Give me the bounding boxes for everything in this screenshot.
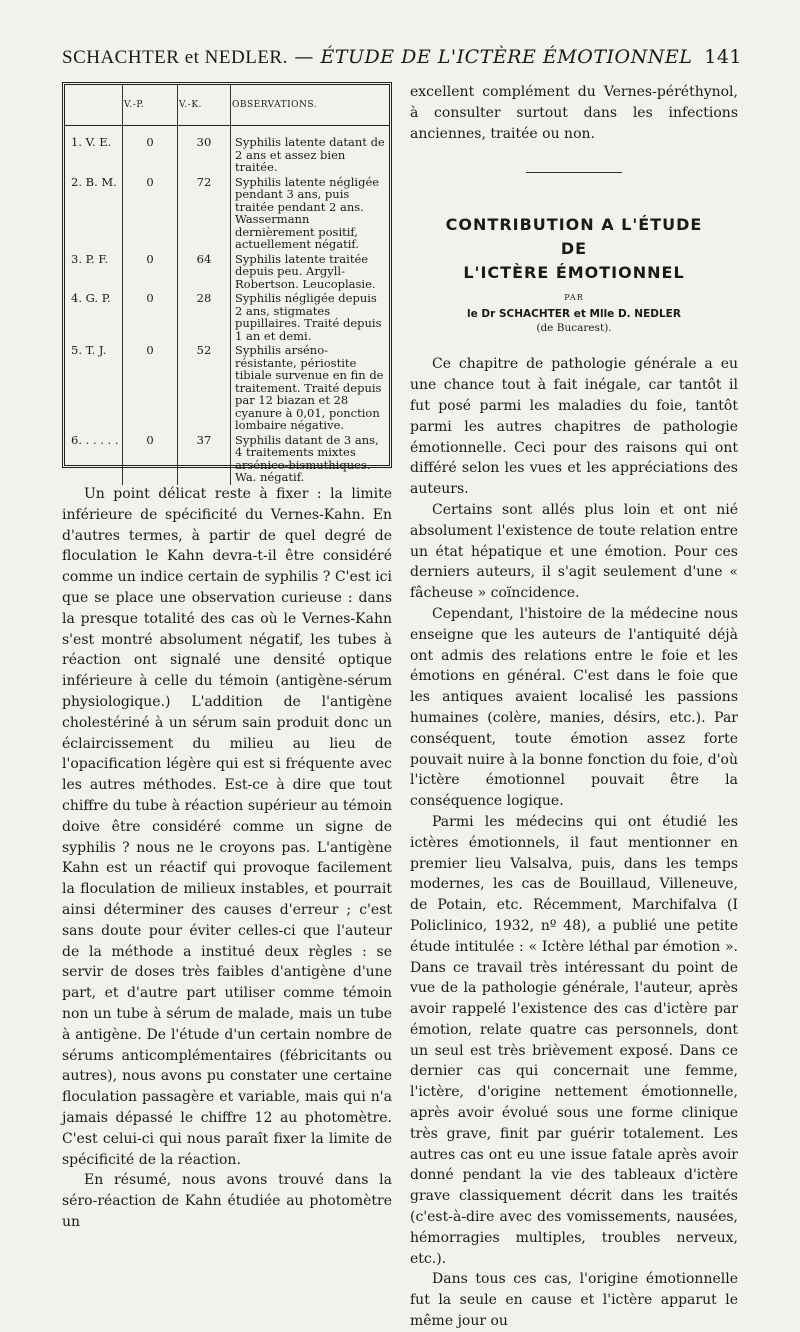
body-paragraph: Ce chapitre de pathologie générale a eu une chance tout à fait inégale, car tantôt il fut posé parmi les maladies du foie, tantôt parmi les autres chapitres de pathologie émotionnelle. Ceci pour des raisons qui ont différé selon les vues et les appréciations des auteurs. <box>410 356 738 498</box>
table-row <box>65 126 389 175</box>
section-divider <box>526 172 622 173</box>
table-header-observations: OBSERVATIONS. <box>231 85 390 126</box>
body-paragraph: En résumé, nous avons trouvé dans la séro-réaction de Kahn étudiée au photomètre un <box>62 1172 392 1230</box>
row-observation: Syphilis latente traitée depuis peu. Argyll-Robertson. Leucoplasie. <box>231 252 390 292</box>
row-vk: 37 <box>178 433 231 485</box>
body-paragraph: Dans tous ces cas, l'origine émotionnelle fut la seule en cause et l'ictère apparut le même jour ou <box>410 1271 738 1330</box>
row-observation: Syphilis latente datant de 2 ans et assez bien traitée. <box>231 126 390 175</box>
right-column <box>410 82 738 1332</box>
article-title-line: DE <box>560 239 588 259</box>
row-vk: 64 <box>178 252 231 292</box>
body-paragraph: excellent complément du Vernes-péréthynol, à consulter surtout dans les infections anciennes, traitée ou non. <box>410 84 738 142</box>
row-id: 4. G. P. <box>71 291 111 305</box>
article-title <box>410 213 738 285</box>
row-vp: 0 <box>123 291 178 343</box>
body-paragraph: Certains sont allés plus loin et ont nié absolument l'existence de toute relation entre un état hépatique et une émotion. Pour ces derniers auteurs, il s'agit seulement d'une « fâcheuse » coïncidence. <box>410 501 738 602</box>
header-title: ÉTUDE DE L'ICTÈRE ÉMOTIONNEL <box>320 46 693 68</box>
running-header <box>62 46 742 69</box>
row-vp: 0 <box>123 175 178 252</box>
article-affiliation: (de Bucarest). <box>536 322 612 335</box>
row-id: 6. . . . . . <box>71 432 119 447</box>
table-row <box>65 343 389 433</box>
row-vk: 52 <box>178 343 231 433</box>
row-vp: 0 <box>123 252 178 292</box>
article-title-line: L'ICTÈRE ÉMOTIONNEL <box>463 263 685 283</box>
row-id: 5. T. J. <box>71 343 107 357</box>
row-vk: 30 <box>178 126 231 175</box>
row-id: 2. B. M. <box>71 174 117 189</box>
row-vp: 0 <box>123 126 178 175</box>
table-header-vp: V.-P. <box>123 85 178 126</box>
par-label: PAR <box>564 293 584 303</box>
row-id: 1. V. E. <box>71 135 112 149</box>
body-paragraph: Un point délicat reste à fixer : la limite inférieure de spécificité du Vernes-Kahn. En d'autres termes, à partir de quel degré de floculation le Kahn devra-t-il être considéré comme un indice certain de syphilis ? C'est ici que se place une observation curieuse : dans la presque totalité des cas où le Vernes-Kahn s'est montré absolument négatif, les tubes à réaction ont signalé une densité optique inférieure à celle du témoin (antigène-sérum physiologique.) L'addition de l'antigène cholestériné à un sérum sain produit donc un éclaircissement du milieu au lieu de l'opacification légère qui est si fréquente avec les autres méthodes. Est-ce à dire que tout chiffre du tube à réaction supérieur au témoin doive être considéré comme un signe de syphilis ? nous ne le croyons pas. L'antigène Kahn est un réactif qui provoque facilement la floculation de milieux instables, et pourrait ainsi déterminer des causes d'erreur ; c'est sans doute pour éviter celles-ci que l'auteur de la méthode a institué deux règles : se servir de doses très faibles d'antigène d'une part, et d'autre part utiliser comme témoin non un tube à sérum de malade, mais un tube à antigène. De l'étude d'un certain nombre de sérums anticomplémentaires (fébricitants ou autres), nous avons pu constater une certaine floculation passagère et variable, mais qui n'a jamais dépassé le chiffre 12 au photomètre. C'est celui-ci qui nous paraît fixer la limite de spécificité de la réaction. <box>62 486 392 1168</box>
row-observation: Syphilis arséno-résistante, périostite tibiale survenue en fin de traitement. Traité depuis par 12 biazan et 28 cyanure à 0,01, ponction lombaire négative. <box>231 343 390 433</box>
table-row <box>65 175 389 252</box>
article-title-line: CONTRIBUTION A L'ÉTUDE <box>445 215 703 235</box>
row-vk: 28 <box>178 291 231 343</box>
row-observation: Syphilis négligée depuis 2 ans, stigmates pupillaires. Traité depuis 1 an et demi. <box>231 291 390 343</box>
body-paragraph: Parmi les médecins qui ont étudié les ictères émotionnels, il faut mentionner en premier lieu Valsalva, puis, dans les temps modernes, les cas de Bouillaud, Villeneuve, de Potain, etc. Récemment, Marchifalva (I Policlinico, 1932, nº 48), a publié une petite étude intitulée : « Ictère léthal par émotion ». Dans ce travail très intéressant du point de vue de la pathologie générale, l'auteur, après avoir rappelé l'existence des cas d'ictère par émotion, relate quatre cas personnels, dont un seul est très brièvement exposé. Dans ce dernier cas qui concernait une femme, l'ictère, d'origine nettement émotionnelle, après avoir évolué sous une forme clinique très grave, finit par guérir totalement. Les autres cas ont eu une issue fatale après avoir donné pendant la vie des tableaux d'ictère grave classiquement décrit dans les traités (c'est-à-dire avec des vomissements, nausées, hémorragies multiples, troubles nerveux, etc.). <box>410 813 738 1267</box>
header-dash: — <box>294 46 314 68</box>
header-authors: SCHACHTER et NEDLER. <box>62 47 288 68</box>
body-paragraph: Cependant, l'histoire de la médecine nous enseigne que les auteurs de l'antiquité déjà ont admis des relations entre le foie et les émotions en général. C'est dans le foie que les antiques avaient localisé les passions humaines (colère, manies, désirs, etc.). Par conséquent, toute émotion assez forte pouvait nuire à la bonne fonction du foie, d'où l'ictère émotionnel pouvait être la conséquence logique. <box>410 605 738 810</box>
row-vk: 72 <box>178 175 231 252</box>
table-row <box>65 291 389 343</box>
row-vp: 0 <box>123 343 178 433</box>
row-observation: Syphilis datant de 3 ans, 4 traitements mixtes arsénico-bismuthiques. Wa. négatif. <box>231 433 390 485</box>
page-number: 141 <box>704 46 742 68</box>
table-header-vk: V.-K. <box>178 85 231 126</box>
table-row <box>65 433 389 485</box>
table-header-id <box>65 85 123 126</box>
article-byline: le Dr SCHACHTER et Mlle D. NEDLER <box>467 308 681 321</box>
table-header-row <box>65 85 389 126</box>
results-table <box>65 85 389 485</box>
results-table-frame <box>62 82 392 484</box>
row-id: 3. P. F. <box>71 251 109 266</box>
row-observation: Syphilis latente négligée pendant 3 ans, puis traitée pendant 2 ans. Wassermann dernièrement positif, actuellement négatif. <box>231 175 390 252</box>
table-row <box>65 252 389 292</box>
left-column <box>62 82 392 1233</box>
row-vp: 0 <box>123 433 178 485</box>
